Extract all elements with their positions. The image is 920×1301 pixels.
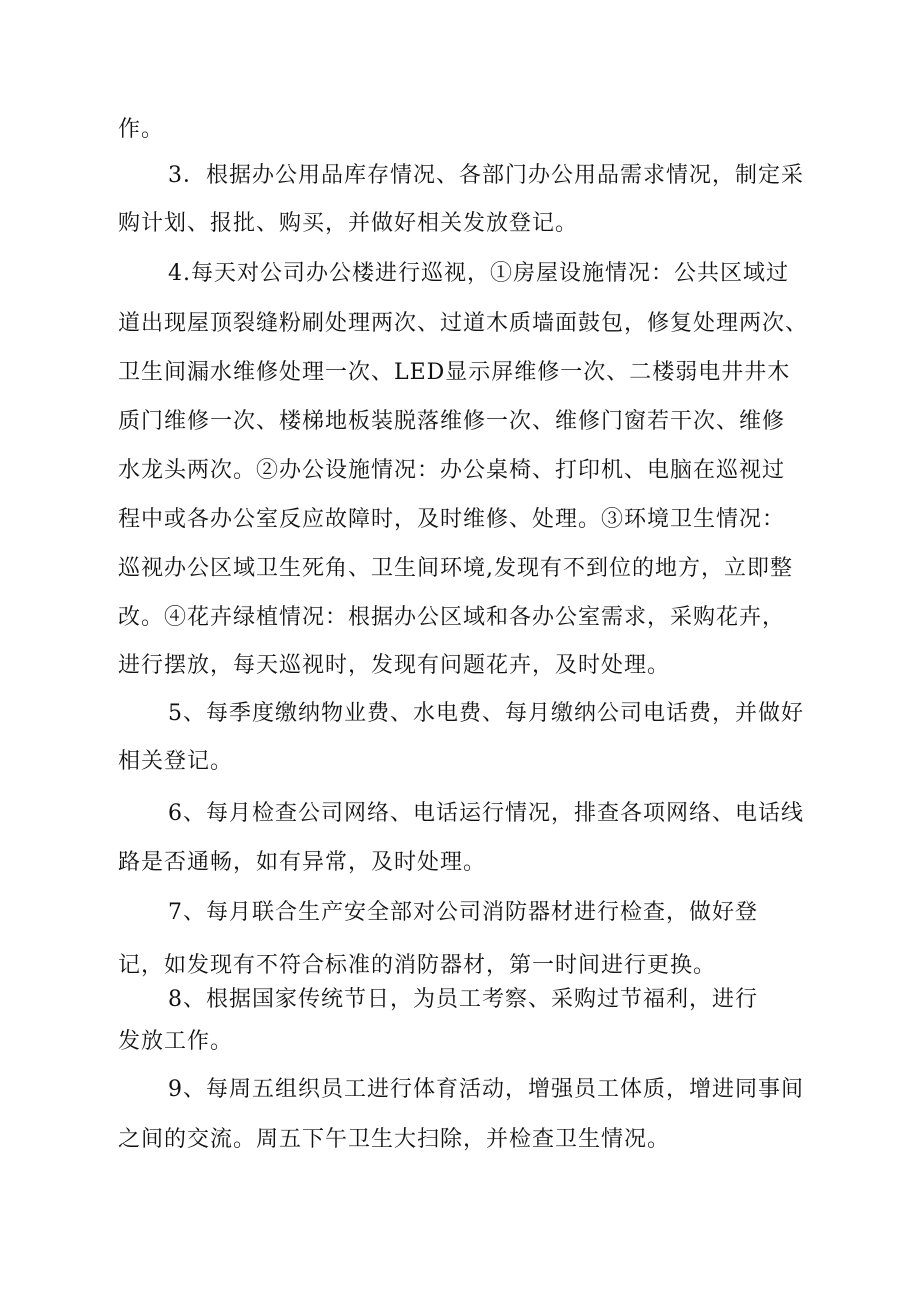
paragraph-7-line-1: 7、每月联合生产安全部对公司消防器材进行检查，做好登	[168, 900, 758, 925]
paragraph-9-line-2: 之间的交流。周五下午卫生大扫除，并检查卫生情况。	[118, 1127, 671, 1152]
paragraph-2-line-tail: 作。	[118, 117, 165, 142]
paragraph-4-line-6: 程中或各办公室反应故障时，及时维修、处理。③环境卫生情况：	[118, 507, 786, 532]
paragraph-4-line-2: 道出现屋顶裂缝粉刷处理两次、过道木质墙面鼓包，修复处理两次、	[118, 311, 809, 336]
paragraph-3-line-2: 购计划、报批、购买，并做好相关发放登记。	[118, 211, 579, 236]
paragraph-9-line-1: 9、每周五组织员工进行体育活动，增强员工体质，增进同事间	[168, 1077, 804, 1102]
paragraph-4-line-1: 4.每天对公司办公楼进行巡视，①房屋设施情况：公共区域过	[168, 261, 789, 286]
paragraph-8-line-2: 发放工作。	[118, 1029, 234, 1054]
paragraph-5-line-1: 5、每季度缴纳物业费、水电费、每月缴纳公司电话费，并做好	[168, 701, 804, 726]
paragraph-4-line-5: 水龙头两次。②办公设施情况：办公桌椅、打印机、电脑在巡视过	[118, 458, 786, 483]
paragraph-7-line-2: 记，如发现有不符合标准的消防器材，第一时间进行更换。	[118, 953, 717, 978]
paragraph-6-line-1: 6、每月检查公司网络、电话运行情况，排查各项网络、电话线	[168, 801, 804, 826]
paragraph-4-line-4: 质门维修一次、楼梯地板装脱落维修一次、维修门窗若干次、维修	[118, 409, 786, 434]
paragraph-4-line-7: 巡视办公区域卫生死角、卫生间环境,发现有不到位的地方，立即整	[118, 556, 793, 581]
paragraph-4-line-3: 卫生间漏水维修处理一次、LED显示屏维修一次、二楼弱电井井木	[118, 360, 791, 385]
paragraph-5-line-2: 相关登记。	[118, 749, 234, 774]
paragraph-4-line-8: 改。④花卉绿植情况：根据办公区域和各办公室需求，采购花卉，	[118, 605, 786, 630]
paragraph-8-line-1: 8、根据国家传统节日，为员工考察、采购过节福利，进行	[168, 987, 758, 1012]
paragraph-3-line-1: 3．根据办公用品库存情况、各部门办公用品需求情况，制定采	[168, 163, 804, 188]
paragraph-4-line-9: 进行摆放，每天巡视时，发现有问题花卉，及时处理。	[118, 653, 671, 678]
paragraph-6-line-2: 路是否通畅，如有异常，及时处理。	[118, 850, 487, 875]
